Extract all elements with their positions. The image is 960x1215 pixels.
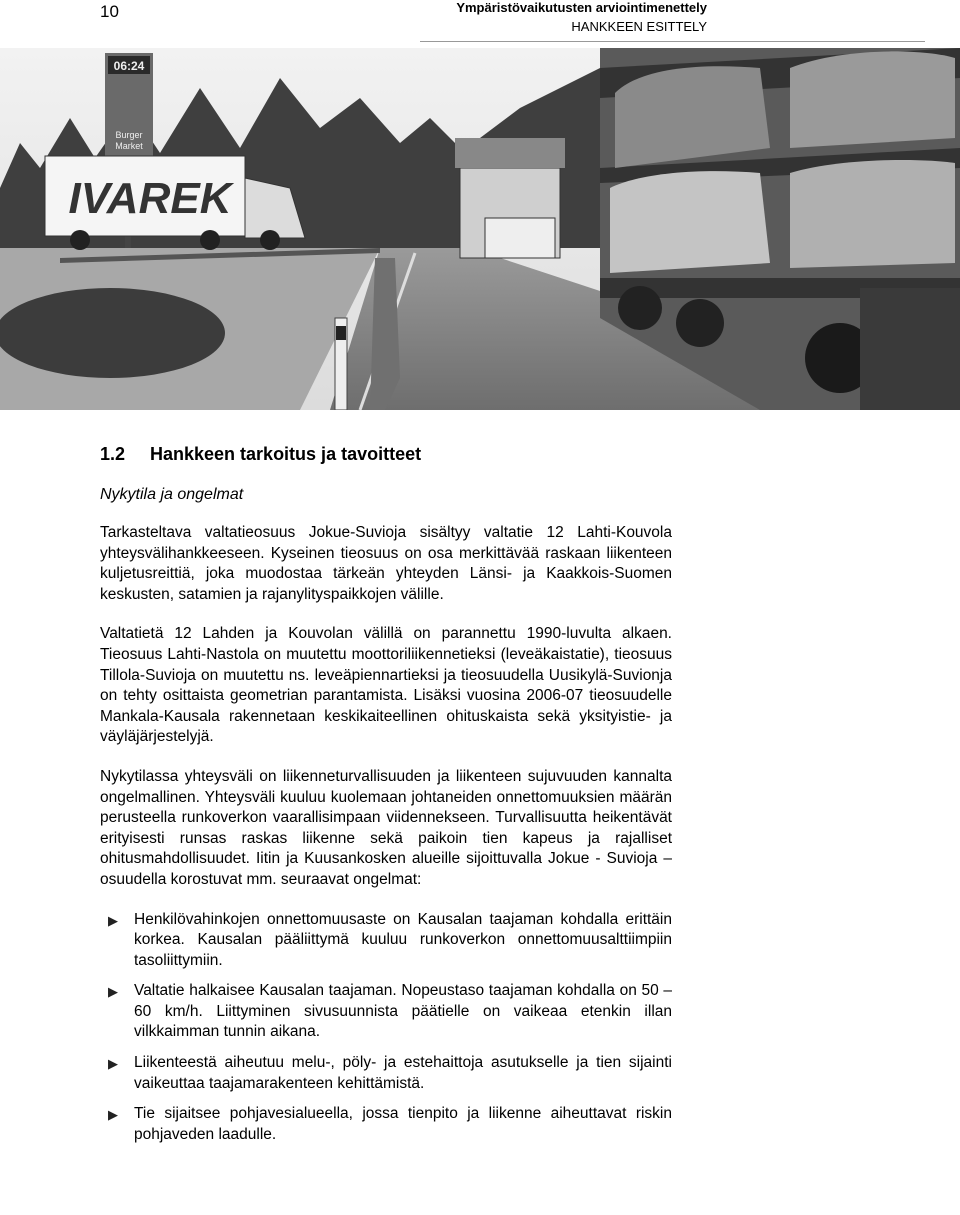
chapter-title: HANKKEEN ESITTELY	[571, 19, 707, 34]
triangle-right-icon: ▶	[108, 912, 118, 928]
list-item	[100, 981, 672, 1043]
section-heading	[100, 444, 421, 465]
list-item-text: Valtatie halkaisee Kausalan taajaman. Nopeustaso taajaman kohdalla on 50 – 60 km/h. Liittyminen sivusuunnista päätielle on vaikeaa etenkin illan vilkkaimman tunnin aikana.	[134, 982, 672, 1041]
page-number: 10	[100, 2, 119, 21]
list-item	[100, 1053, 672, 1094]
list-item	[100, 910, 672, 972]
section-number: 1.2	[100, 444, 126, 464]
page-header	[0, 0, 960, 44]
section-subtitle: Nykytila ja ongelmat	[100, 486, 244, 503]
running-header	[456, 0, 707, 36]
list-item-text: Tie sijaitsee pohjavesialueella, jossa tienpito ja liikenne aiheuttavat riskin pohjaveden laadulle.	[134, 1105, 672, 1143]
sign-time: 06:24	[113, 59, 145, 73]
triangle-right-icon: ▶	[108, 1056, 118, 1072]
problem-list	[100, 910, 672, 1146]
paragraph: Tarkasteltava valtatieosuus Jokue-Suvioja sisältyy valtatie 12 Lahti-Kouvola yhteysvälihankkeeseen. Kyseinen tieosuus on osa merkittävää raskaan liikenteen kuljetusreittiä, joka muodostaa tärkeän yhteyden Länsi- ja Kaakkois-Suomen keskusten, satamien ja rajanylityspaikkojen välille.	[100, 524, 672, 603]
section-title: Hankkeen tarkoitus ja tavoitteet	[150, 444, 422, 464]
list-item-text: Henkilövahinkojen onnettomuusaste on Kausalan taajaman kohdalla erittäin korkea. Kausalan pääliittymä kuuluu runkoverkon onnettomuusalttiimpiin tasoliittymiin.	[134, 910, 672, 969]
paragraph: Valtatietä 12 Lahden ja Kouvolan välillä on parannettu 1990-luvulta alkaen. Tieosuus Lahti-Nastola on muutettu moottoriliikennetieksi (leveäkaistatie), tieosuus Tillola-Suvioja on muutettu ns. leveäpiennartieksi ja tieosuudella Uusikylä-Suvionja on tehty osittaista geometrian parantamista. Lisäksi vuosina 2006-07 tieosuudelle Mankala-Kausala rakennetaan keskikaiteellinen ohituskaista sekä yksityistie- ja väyläjärjestelyjä.	[100, 625, 672, 746]
svg-text:Burger: Burger	[115, 130, 143, 140]
list-item	[100, 1104, 672, 1145]
road-photo	[0, 48, 960, 410]
list-item-text: Liikenteestä aiheutuu melu-, pöly- ja estehaittoja asutukselle ja tien sijainti vaikeuttaa taajamarakenteen kehittämistä.	[134, 1054, 672, 1092]
svg-text:Market: Market	[115, 141, 143, 151]
triangle-right-icon: ▶	[108, 984, 118, 1000]
truck-logo: IVAREK	[68, 174, 232, 223]
document-title: Ympäristövaikutusten arviointimenettely	[456, 0, 707, 15]
body-text	[100, 523, 672, 1155]
header-divider	[420, 41, 925, 42]
triangle-right-icon: ▶	[108, 1107, 118, 1123]
paragraph: Nykytilassa yhteysväli on liikenneturvallisuuden ja liikenteen sujuvuuden kannalta ongelmallinen. Yhteysväli kuuluu kuolemaan johtaneiden onnettomuuksien määrän perusteella runkoverkon vaarallisimpaan viidennekseen. Turvallisuutta heikentävät erityisesti runsas raskas liikenne sekä paikoin tien kapeus ja rajalliset ohitusmahdollisuudet. Iitin ja Kuusankosken alueille sijoittuvalla Jokue - Suvioja –osuudella korostuvat mm. seuraavat ongelmat:	[100, 767, 672, 888]
